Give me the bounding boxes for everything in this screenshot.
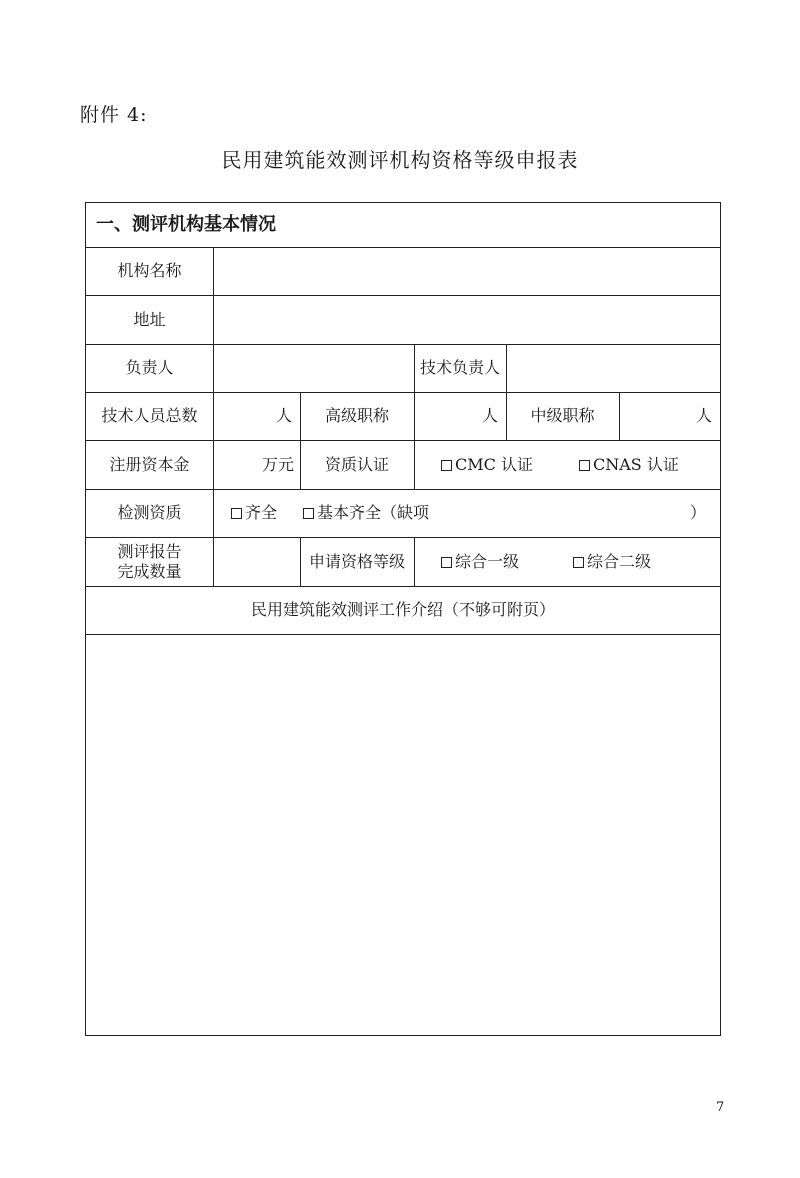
checkbox-icon[interactable]	[303, 508, 314, 519]
reg-capital-label: 注册资本金	[109, 454, 190, 474]
qual-cert-options	[441, 440, 711, 489]
intro-heading: 民用建筑能效测评工作介绍（不够可附页）	[250, 600, 555, 619]
apply-level-options	[441, 537, 711, 586]
test-qual-options	[231, 489, 701, 537]
level-2-option[interactable]: 综合二级	[573, 552, 651, 572]
tech-staff-field[interactable]	[214, 392, 292, 440]
tech-head-field[interactable]	[507, 344, 720, 392]
tech-head-label: 技术负责人	[419, 358, 500, 377]
checkbox-icon[interactable]	[441, 557, 452, 568]
head-label: 负责人	[125, 358, 174, 377]
checkbox-icon[interactable]	[231, 508, 242, 519]
report-count-label-line2: 完成数量	[117, 561, 182, 581]
address-label: 地址	[133, 309, 166, 329]
checkbox-icon[interactable]	[579, 460, 590, 471]
middle-title-label: 中级职称	[530, 406, 595, 425]
unit-person: 人	[481, 406, 498, 425]
tech-staff-label: 技术人员总数	[101, 406, 198, 425]
unit-person: 人	[275, 406, 292, 425]
cmc-option[interactable]: CMC 认证	[441, 455, 533, 475]
unit-person: 人	[695, 406, 712, 425]
close-paren: ）	[689, 503, 706, 522]
checkbox-icon[interactable]	[441, 460, 452, 471]
qual-cert-label: 资质认证	[324, 454, 389, 474]
apply-level-label: 申请资格等级	[308, 551, 405, 571]
col-divider	[414, 537, 415, 586]
unit-wan-yuan: 万元	[261, 454, 294, 474]
level-1-option[interactable]: 综合一级	[441, 552, 519, 572]
senior-title-field[interactable]	[414, 392, 498, 440]
report-count-field[interactable]	[214, 537, 300, 586]
complete-option[interactable]: 齐全	[231, 503, 277, 523]
head-field[interactable]	[214, 344, 414, 392]
report-count-label	[86, 537, 213, 586]
address-field[interactable]	[214, 295, 720, 344]
reg-capital-field[interactable]	[214, 440, 294, 489]
senior-title-label: 高级职称	[324, 406, 389, 425]
form-title: 民用建筑能效测评机构资格等级申报表	[221, 148, 579, 172]
checkbox-icon[interactable]	[573, 557, 584, 568]
intro-body-field[interactable]	[86, 635, 720, 1033]
org-name-label: 机构名称	[117, 261, 182, 280]
page-number: 7	[716, 1100, 725, 1115]
report-count-label-line1: 测评报告	[117, 541, 182, 561]
org-name-field[interactable]	[214, 247, 720, 295]
attachment-label: 附件 4:	[80, 104, 148, 126]
middle-title-field[interactable]	[619, 392, 712, 440]
test-qual-label: 检测资质	[117, 503, 182, 522]
section-heading: 一、测评机构基本情况	[96, 213, 276, 235]
cnas-option[interactable]: CNAS 认证	[579, 455, 679, 475]
form-table	[85, 202, 721, 1036]
mostly-complete-option[interactable]: 基本齐全（缺项	[303, 503, 429, 523]
